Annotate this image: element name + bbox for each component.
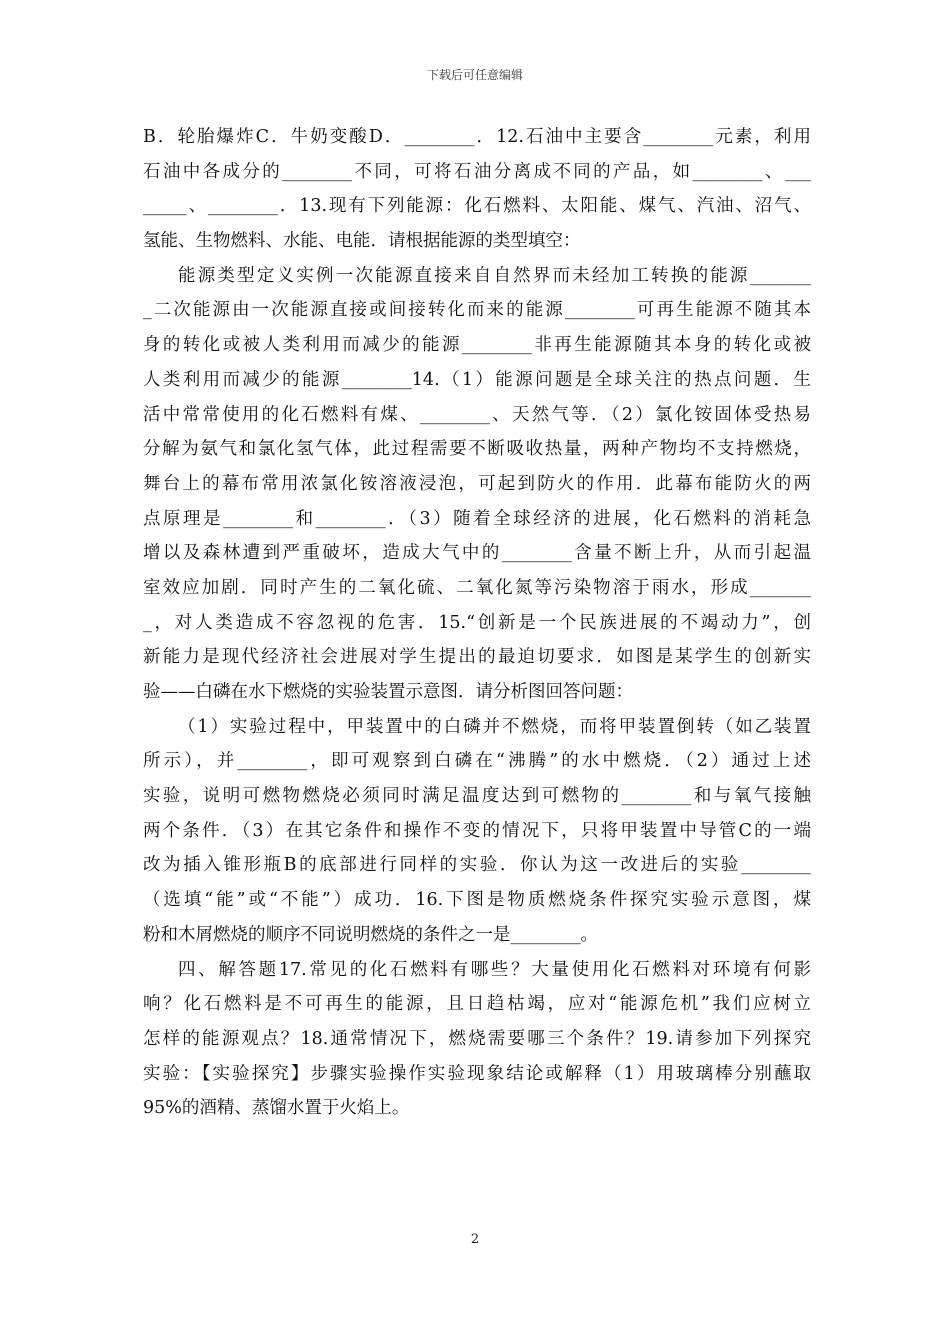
text-line: 粉和木屑燃烧的顺序不同说明燃烧的条件之一是________。 (143, 924, 598, 945)
text-line: 两个条件．（3）在其它条件和操作不变的情况下，只将甲装置中导管C的一端 (143, 820, 811, 841)
text-line: 石油中各成分的________不同，可将石油分离成不同的产品，如________、___ (143, 161, 811, 182)
text-line: 分解为氨气和氯化氢气体，此过程需要不断吸收热量，两种产物均不支持燃烧， (143, 439, 811, 460)
text-line: 改为插入锥形瓶B的底部进行同样的实验．你认为这一改进后的实验________ (143, 855, 811, 876)
text-line: （选填“能”或“不能”）成功．16.下图是物质燃烧条件探究实验示意图，煤 (143, 890, 811, 911)
text-line: 所示），并________，即可观察到白磷在“沸腾”的水中燃烧．（2）通过上述 (143, 751, 811, 772)
page-number: 2 (470, 1232, 480, 1247)
text-line: 实验，说明可燃物燃烧必须同时满足温度达到可燃物的________和与氧气接触 (143, 786, 811, 807)
text-line: 点原理是________和________．（3）随着全球经济的进展，化石燃料的消耗急 (143, 508, 811, 529)
text-line: _，对人类造成不容忽视的危害．15.“创新是一个民族进展的不竭动力”，创 (143, 612, 811, 633)
text-line: 响？化石燃料是不可再生的能源，且日趋枯竭，应对“能源危机”我们应树立 (143, 994, 811, 1015)
text-line: 室效应加剧．同时产生的二氧化硫、二氧化氮等污染物溶于雨水，形成_______ (143, 577, 811, 598)
text-line: 增以及森林遭到严重破坏，造成大气中的________含量不断上升，从而引起温 (143, 543, 811, 564)
document-body (143, 120, 811, 1126)
page-header: 下载后可任意编辑 (426, 68, 523, 82)
text-line: 人类利用而减少的能源________14.（1）能源问题是全球关注的热点问题．生 (143, 369, 811, 390)
text-line: 身的转化或被人类利用而减少的能源________非再生能源随其本身的转化或被 (143, 335, 811, 356)
text-line: 验——白磷在水下燃烧的实验装置示意图．请分析图回答问题： (143, 682, 633, 702)
text-line: 氢能、生物燃料、水能、电能．请根据能源的类型填空： (143, 231, 581, 252)
text-line: 活中常常使用的化石燃料有煤、________、天然气等．（2）氯化铵固体受热易 (143, 404, 811, 425)
text-line: 舞台上的幕布常用浓氯化铵溶液浸泡，可起到防火的作用．此幕布能防火的两 (143, 473, 811, 494)
text-line: 四、解答题17.常见的化石燃料有哪些？大量使用化石燃料对环境有何影 (178, 959, 811, 980)
text-line: 能源类型定义实例一次能源直接来自自然界而未经加工转换的能源_______ (178, 265, 811, 286)
text-line: 新能力是现代经济社会进展对学生提出的最迫切要求．如图是某学生的创新实 (143, 647, 811, 668)
text-line: _____、________．13.现有下列能源：化石燃料、太阳能、煤气、汽油、沼气、 (143, 196, 811, 217)
text-line: 95%的酒精、蒸馏水置于火焰上。 (143, 1098, 410, 1119)
text-line: 怎样的能源观点？18.通常情况下，燃烧需要哪三个条件？19.请参加下列探究 (143, 1028, 811, 1049)
text-line: _二次能源由一次能源直接或间接转化而来的能源________可再生能源不随其本 (143, 300, 811, 321)
text-line: B．轮胎爆炸C．牛奶变酸D．________．12.石油中主要含________元素，利用 (143, 127, 811, 147)
text-line: （1）实验过程中，甲装置中的白磷并不燃烧，而将甲装置倒转（如乙装置 (178, 716, 811, 737)
text-line: 实验：【实验探究】步骤实验操作实验现象结论或解释（1）用玻璃棒分别蘸取 (143, 1063, 811, 1084)
